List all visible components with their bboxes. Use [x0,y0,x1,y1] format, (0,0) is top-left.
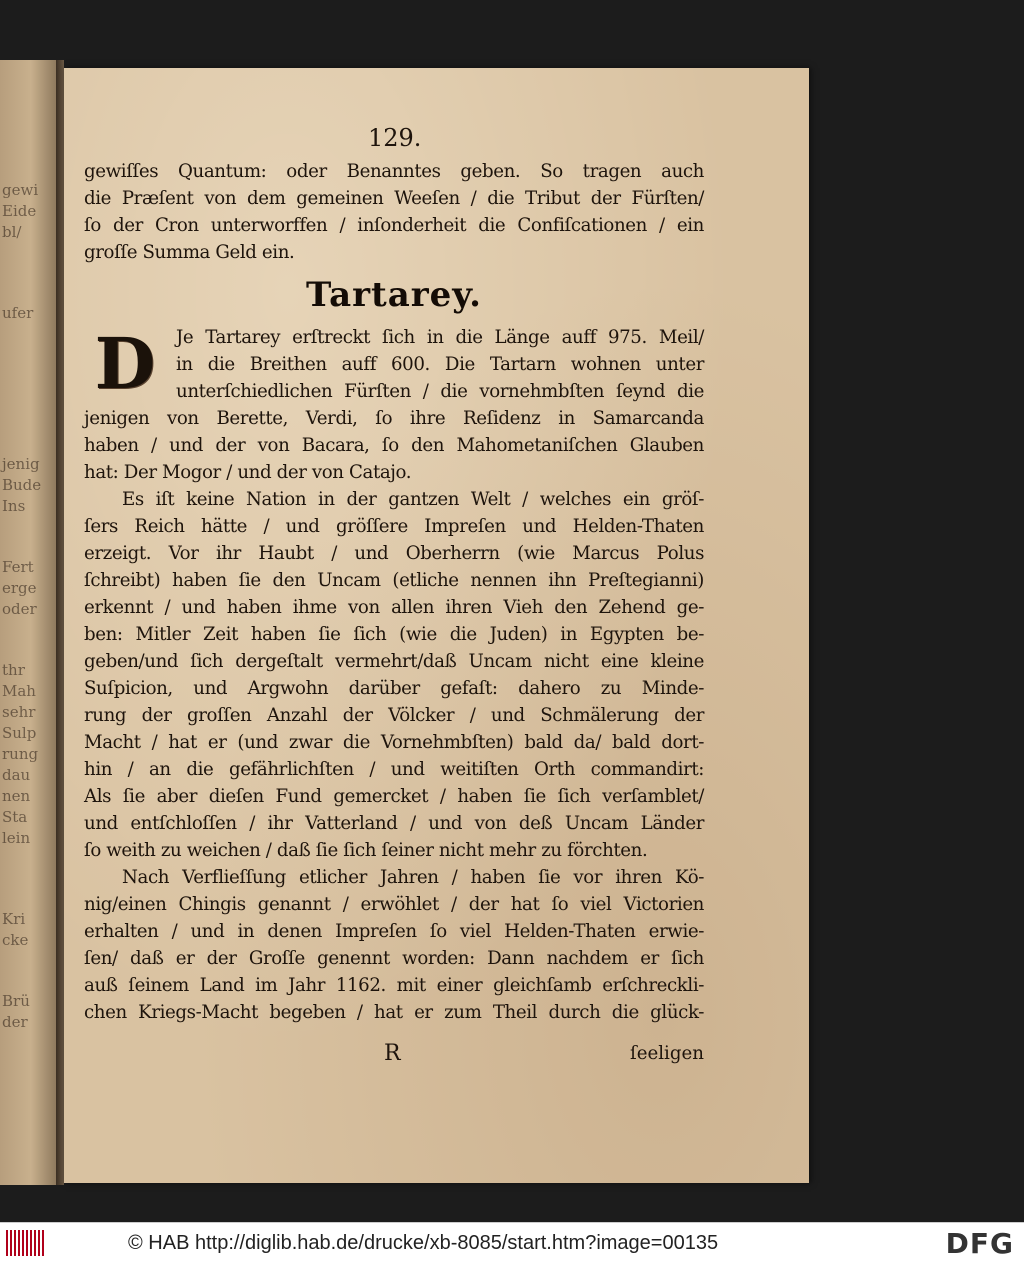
left-page-fragment: jenig [2,455,40,473]
text-line: Suſpicion, und Argwohn darüber gefaſt: dahero zu Minde- [84,678,704,699]
text-line: chen Kriegs-Macht begeben / hat er zum Theil durch die glück- [84,1002,704,1023]
text-line: haben / und der von Bacara, ſo den Mahometaniſchen Glauben [84,435,704,456]
text-line: ſers Reich hätte / und gröſſere Impreſen und Helden-Thaten [84,516,704,537]
text-line: ſen/ daß er der Groſſe genennt worden: Dann nachdem er ſich [84,948,704,969]
third-paragraph [84,864,704,1026]
text-line: auß ſeinem Land im Jahr 1162. mit einer gleichſamb erſchreckli- [84,975,704,996]
left-page-fragment: cke [2,931,29,949]
copyright-url[interactable]: © HAB http://diglib.hab.de/drucke/xb-8085/start.htm?image=00135 [128,1232,719,1254]
text-line: Je Tartarey erſtreckt ſich in die Länge auff 975. Meil/ [176,327,704,348]
text-line: Nach Verflieſſung etlicher Jahren / haben ſie vor ihren Kö- [122,867,704,888]
text-line: ſo weith zu weichen / daß ſie ſich ſeiner nicht mehr zu förchten. [84,840,648,861]
left-page-fragment: nen [2,787,31,805]
left-page-fragment: ufer [2,304,34,322]
text-line: geben/und ſich dergeſtalt vermehrt/daß Uncam nicht eine kleine [84,651,704,672]
left-page-fragment: lein [2,829,31,847]
left-page-fragment: der [2,1013,28,1031]
dfg-logo: DFG [945,1227,1014,1260]
left-page-fragment: oder [2,600,37,618]
left-page-fragment: Sta [2,808,28,826]
left-page-fragment: dau [2,766,31,784]
left-page-fragment: Eide [2,202,37,220]
text-line: erhalten / und in denen Impreſen ſo viel Helden-Thaten erwie- [84,921,704,942]
text-line: hin / an die gefährlichſten / und weitiſten Orth commandirt: [84,759,704,780]
text-line: rung der groſſen Anzahl der Völcker / und Schmälerung der [84,705,704,726]
text-line: Als ſie aber dieſen Fund gemercket / haben ſie ſich verſamblet/ [84,786,704,807]
left-page-fragment: rung [2,745,39,763]
drop-cap-initial: D [94,322,156,405]
left-page-fragment: thr [2,661,25,679]
text-line: die Præſent von dem gemeinen Weeſen / die Tribut der Fürſten/ [84,188,704,209]
text-line: gewiſſes Quantum: oder Benanntes geben. So tragen auch [84,161,704,182]
text-line: Es iſt keine Nation in der gantzen Welt / welches ein gröſ- [122,489,704,510]
text-line: erzeigt. Vor ihr Haubt / und Oberherrn (wie Marcus Polus [84,543,704,564]
book-spine [56,60,64,1185]
catchword: ſeeligen [629,1043,704,1064]
first-paragraph [84,324,704,486]
left-page-fragment: gewi [2,181,39,199]
text-line: hat: Der Mogor / und der von Catajo. [84,462,412,483]
text-line: jenigen von Berette, Verdi, ſo ihre Reſidenz in Samarcanda [84,408,704,429]
text-line: erkennt / und haben ihme von allen ihren Vieh den Zehend ge- [84,597,704,618]
footer-bar [0,1222,1024,1264]
color-ruler-icon [6,1230,44,1256]
text-line: unterſchiedlichen Fürſten / die vornehmbſten ſeynd die [176,381,704,402]
left-page-fragment: sehr [2,703,36,721]
left-page-fragment: Brü [2,992,30,1010]
left-page-fragment: Bude [2,476,42,494]
section-title: Tartarey. [306,275,482,315]
text-line: nig/einen Chingis genannt / erwöhlet / der hat ſo viel Victorien [84,894,704,915]
left-page-fragment: erge [2,579,37,597]
page-number: 129. [368,124,422,152]
left-page-fragment: Fert [2,558,34,576]
text-line: und entſchloſſen / ihr Vatterland / und von deß Uncam Länder [84,813,704,834]
previous-page-edge [0,60,56,1185]
text-line: groſſe Summa Geld ein. [84,242,295,263]
text-line: Macht / hat er (und zwar die Vornehmbſten) bald da/ bald dort- [84,732,704,753]
left-page-fragment: bl/ [2,223,22,241]
text-line: in die Breithen auff 600. Die Tartarn wohnen unter [176,354,704,375]
book-page [64,68,809,1183]
left-page-fragment: Mah [2,682,36,700]
text-line: ben: Mitler Zeit haben ſie ſich (wie die Juden) in Egypten be- [84,624,704,645]
left-page-fragment: Kri [2,910,26,928]
second-paragraph [84,486,704,864]
left-page-fragment: Sulp [2,724,37,742]
left-page-fragment: Ins [2,497,26,515]
text-line: ſchreibt) haben ſie den Uncam (etliche nennen ihn Preſtegianni) [84,570,704,591]
text-line: ſo der Cron unterworffen / inſonderheit die Confiſcationen / ein [84,215,704,236]
signature-mark: R [384,1041,401,1066]
page-text [84,158,704,1026]
